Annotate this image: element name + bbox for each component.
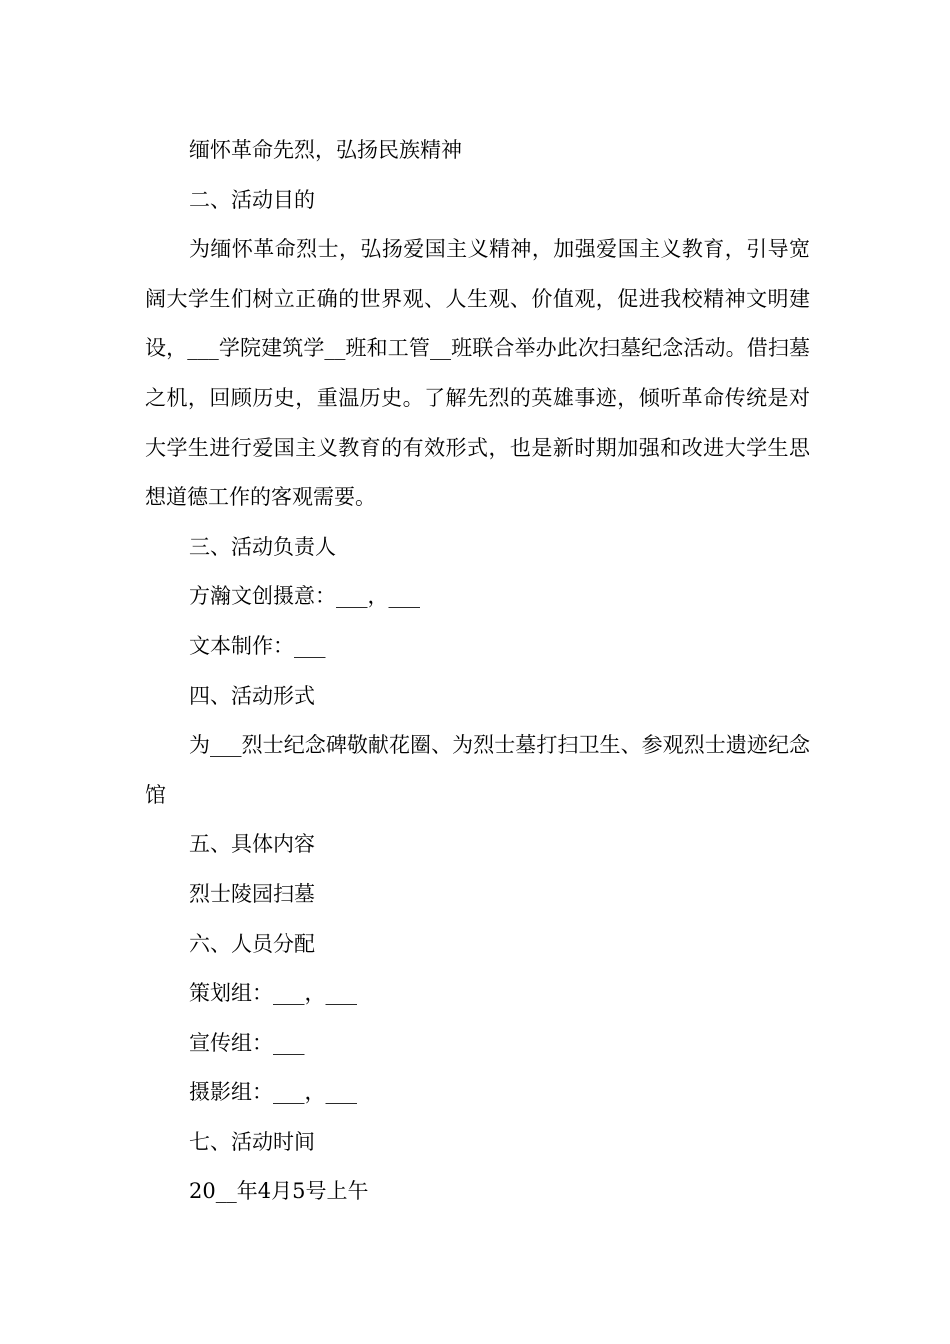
leader-creative-line: 方瀚文创摄意：___，___	[189, 584, 420, 609]
section-heading-staff: 六、人员分配	[189, 931, 315, 956]
staff-photography-line: 摄影组：___，___	[189, 1080, 357, 1105]
section-heading-purpose: 二、活动目的	[189, 187, 315, 212]
section-heading-time: 七、活动时间	[189, 1129, 315, 1154]
staff-planning-line: 策划组：___，___	[189, 981, 357, 1006]
section-heading-format: 四、活动形式	[189, 683, 315, 708]
theme-line: 缅怀革命先烈，弘扬民族精神	[189, 138, 462, 162]
leader-text-line: 文本制作：___	[189, 633, 326, 658]
document-body	[145, 126, 810, 1217]
content-line: 烈士陵园扫墓	[189, 881, 315, 906]
time-line: 20__年4月5号上午	[189, 1179, 369, 1204]
section-heading-leaders: 三、活动负责人	[189, 534, 336, 559]
format-paragraph: 为___烈士纪念碑敬献花圈、为烈士墓打扫卫生、参观烈士遗迹纪念馆	[145, 733, 810, 807]
purpose-paragraph: 为缅怀革命烈士，弘扬爱国主义精神，加强爱国主义教育，引导宽阔大学生们树立正确的世界观、人生观、价值观，促进我校精神文明建设，___学院建筑学__班和工管__班联合举办此次扫墓纪念活动。借扫墓之机，回顾历史，重温历史。了解先烈的英雄事迹，倾听革命传统是对大学生进行爱国主义教育的有效形式，也是新时期加强和改进大学生思想道德工作的客观需要。	[145, 237, 810, 510]
section-heading-content: 五、具体内容	[189, 832, 315, 857]
staff-publicity-line: 宣传组：___	[189, 1030, 305, 1055]
